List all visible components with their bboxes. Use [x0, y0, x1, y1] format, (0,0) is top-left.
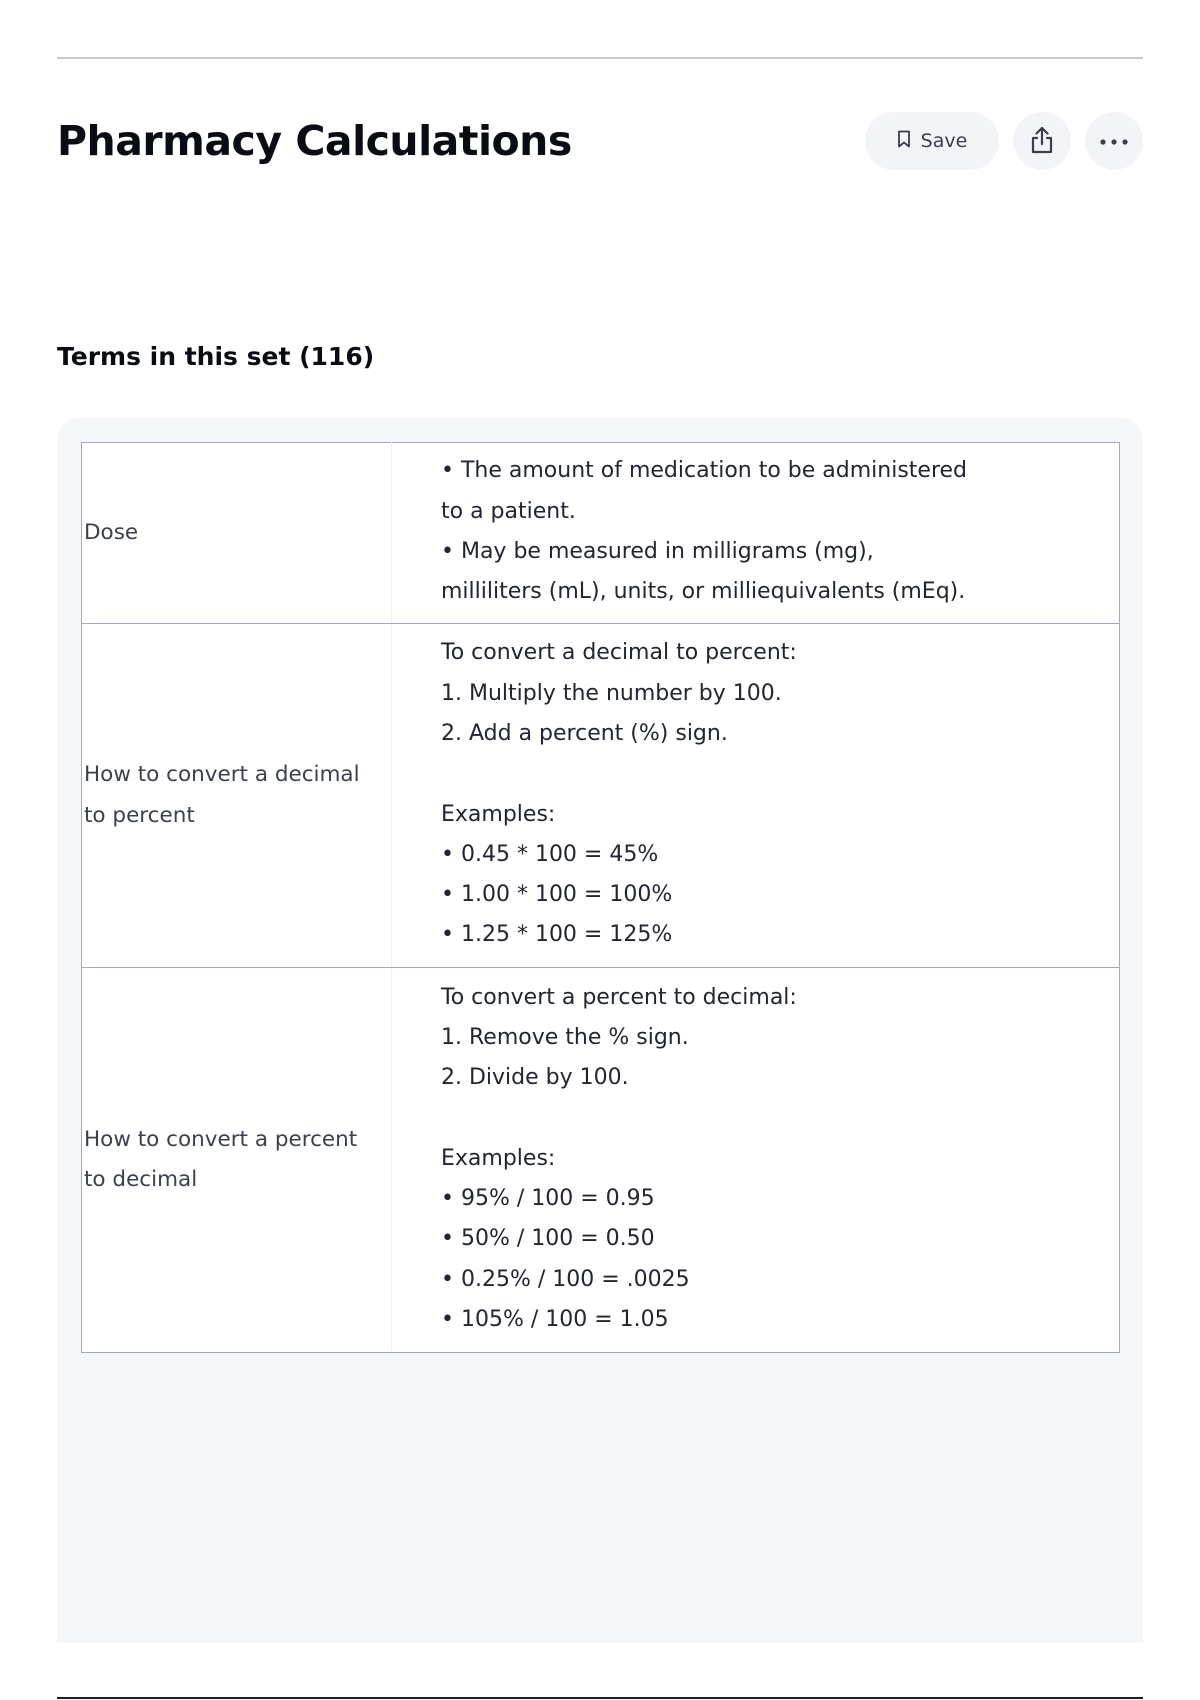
definition-line: • 1.25 * 100 = 125% — [441, 922, 673, 948]
definition-line: • May be measured in milligrams (mg), — [441, 539, 874, 564]
definition-line: Examples: — [441, 801, 556, 827]
term-text: Dose — [84, 519, 139, 545]
definition-line — [441, 1099, 1109, 1139]
more-icon — [1099, 134, 1129, 149]
definition-line: 2. Divide by 100. — [441, 1065, 629, 1091]
definition-line: To convert a decimal to percent: — [441, 640, 797, 666]
definition-line — [441, 754, 1109, 794]
definition-line: • The amount of medication to be administered — [441, 458, 968, 484]
definition-line: milliliters (mL), units, or milliequivalents (mEq). — [441, 579, 966, 605]
terms-card — [57, 418, 1143, 1643]
term-row — [82, 443, 1120, 624]
page-title: Pharmacy Calculations — [57, 117, 572, 165]
definition-line: to a patient. — [441, 498, 576, 524]
term-text: How to convert a decimal — [84, 762, 360, 788]
definition-line: • 95% / 100 = 0.95 — [441, 1186, 655, 1212]
term-text: to decimal — [84, 1167, 198, 1192]
bookmark-icon — [897, 130, 911, 153]
definition-line: • 1.00 * 100 = 100% — [441, 882, 673, 908]
term-cell — [82, 443, 392, 624]
definition-line: 1. Remove the % sign. — [441, 1024, 689, 1050]
definition-line: • 50% / 100 = 0.50 — [441, 1226, 655, 1252]
definition-line: • 0.25% / 100 = .0025 — [441, 1266, 690, 1292]
term-row — [82, 624, 1120, 968]
share-icon — [1029, 125, 1055, 158]
definition-cell — [392, 624, 1120, 968]
share-button[interactable] — [1013, 112, 1071, 170]
definition-line: 1. Multiply the number by 100. — [441, 680, 782, 706]
terms-table — [81, 442, 1120, 1353]
term-row — [82, 968, 1120, 1353]
terms-count-heading: Terms in this set (116) — [57, 342, 375, 371]
bottom-divider — [57, 1697, 1143, 1699]
term-cell — [82, 968, 392, 1353]
top-divider — [57, 57, 1143, 59]
save-label: Save — [920, 130, 968, 152]
term-text: to percent — [84, 802, 195, 828]
term-text: How to convert a percent — [84, 1126, 358, 1152]
definition-cell — [392, 968, 1120, 1353]
more-button[interactable] — [1085, 112, 1143, 170]
definition-line: To convert a percent to decimal: — [441, 984, 797, 1010]
definition-line: 2. Add a percent (%) sign. — [441, 720, 728, 746]
save-button[interactable] — [865, 112, 999, 170]
term-cell — [82, 624, 392, 968]
definition-cell — [392, 443, 1120, 624]
header-actions — [865, 112, 1143, 170]
definition-line: • 105% / 100 = 1.05 — [441, 1307, 669, 1333]
definition-line: • 0.45 * 100 = 45% — [441, 841, 659, 867]
set-header — [57, 108, 1143, 174]
definition-line: Examples: — [441, 1145, 556, 1171]
